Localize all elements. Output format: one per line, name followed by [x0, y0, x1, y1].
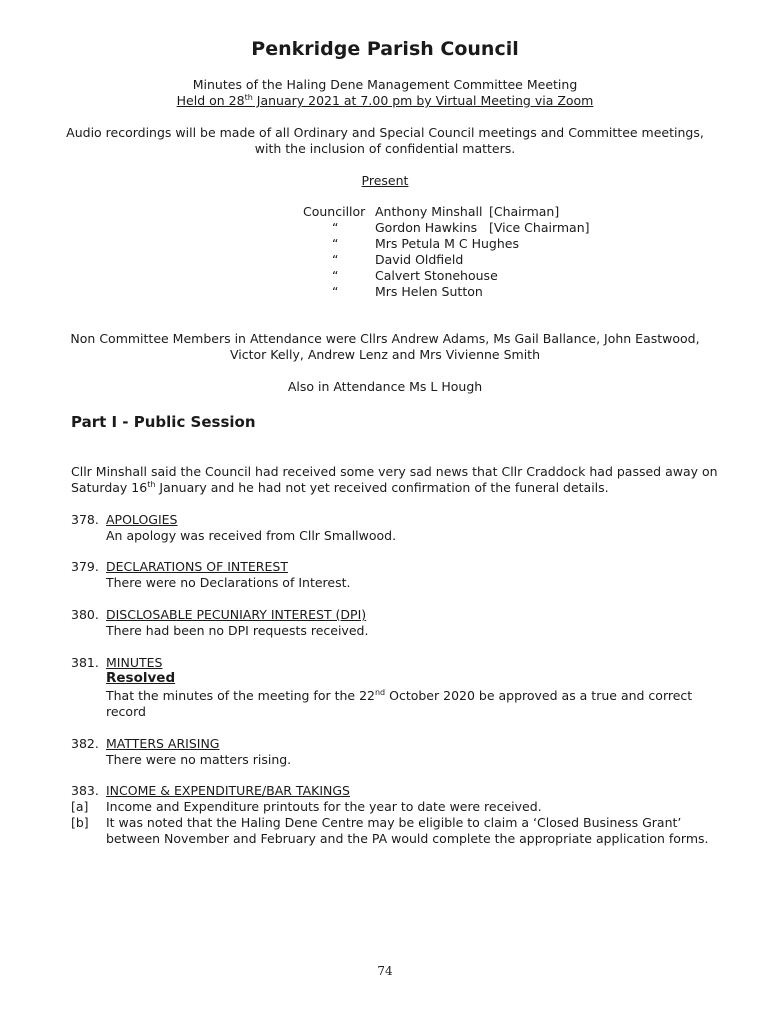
item-number: 383.: [71, 783, 99, 798]
audio-notice-line-1: Audio recordings will be made of all Ordinary and Special Council meetings and Committee meetings,: [66, 125, 704, 140]
item-number: 381.: [71, 655, 99, 670]
ditto-mark: “: [332, 220, 339, 235]
member-name: Mrs Petula M C Hughes: [375, 236, 519, 251]
item-title: DISCLOSABLE PECUNIARY INTEREST (DPI): [106, 607, 367, 622]
item-title: MINUTES: [106, 655, 163, 670]
audio-notice-line-2: with the inclusion of confidential matters.: [254, 141, 516, 156]
item-title: INCOME & EXPENDITURE/BAR TAKINGS: [106, 783, 350, 798]
item-text: record: [106, 704, 146, 719]
item-number: 382.: [71, 736, 99, 751]
member-name: Anthony Minshall: [375, 204, 483, 219]
member-role: [Vice Chairman]: [489, 220, 590, 235]
item-text: That the minutes of the meeting for the 22nd October 2020 be approved as a true and correct: [106, 688, 693, 704]
item-number: 379.: [71, 559, 99, 574]
also-in-attendance: Also in Attendance Ms L Hough: [287, 379, 483, 394]
ditto-mark: “: [332, 252, 339, 267]
meeting-date-line: Held on 28th January 2021 at 7.00 pm by Virtual Meeting via Zoom: [176, 93, 594, 109]
item-number: 380.: [71, 607, 99, 622]
present-heading: Present: [361, 173, 409, 188]
intro-line-1: Cllr Minshall said the Council had received some very sad news that Cllr Craddock had passed away on: [71, 464, 718, 479]
part-one-heading: Part I - Public Session: [71, 413, 256, 431]
item-text: An apology was received from Cllr Smallwood.: [106, 528, 397, 543]
attendance-line-1: Non Committee Members in Attendance were Cllrs Andrew Adams, Ms Gail Ballance, John Eastwood,: [70, 331, 700, 346]
item-text: It was noted that the Haling Dene Centre may be eligible to claim a ‘Closed Business Grant’: [106, 815, 682, 830]
member-name: Gordon Hawkins: [375, 220, 478, 235]
sub-item-label: [b]: [71, 815, 89, 830]
sub-item-label: [a]: [71, 799, 89, 814]
meeting-subtitle: Minutes of the Haling Dene Management Committee Meeting: [192, 77, 578, 92]
item-title: APOLOGIES: [106, 512, 178, 527]
councillor-label: Councillor: [303, 204, 366, 219]
page-number: 74: [377, 964, 393, 978]
member-name: Calvert Stonehouse: [375, 268, 498, 283]
item-text: There were no Declarations of Interest.: [106, 575, 351, 590]
item-text: There had been no DPI requests received.: [106, 623, 369, 638]
page-title: Penkridge Parish Council: [251, 38, 519, 60]
attendance-line-2: Victor Kelly, Andrew Lenz and Mrs Vivienne Smith: [229, 347, 541, 362]
member-name: David Oldfield: [375, 252, 464, 267]
resolved-label: Resolved: [106, 670, 176, 686]
item-number: 378.: [71, 512, 99, 527]
item-title: MATTERS ARISING: [106, 736, 220, 751]
member-role: [Chairman]: [489, 204, 560, 219]
ditto-mark: “: [332, 268, 339, 283]
intro-line-2: Saturday 16th January and he had not yet received confirmation of the funeral details.: [71, 480, 609, 496]
ditto-mark: “: [332, 284, 339, 299]
ditto-mark: “: [332, 236, 339, 251]
item-text: There were no matters rising.: [106, 752, 292, 767]
item-title: DECLARATIONS OF INTEREST: [106, 559, 288, 574]
item-text: between November and February and the PA would complete the appropriate application forms.: [106, 831, 709, 846]
member-name: Mrs Helen Sutton: [375, 284, 483, 299]
item-text: Income and Expenditure printouts for the year to date were received.: [106, 799, 542, 814]
